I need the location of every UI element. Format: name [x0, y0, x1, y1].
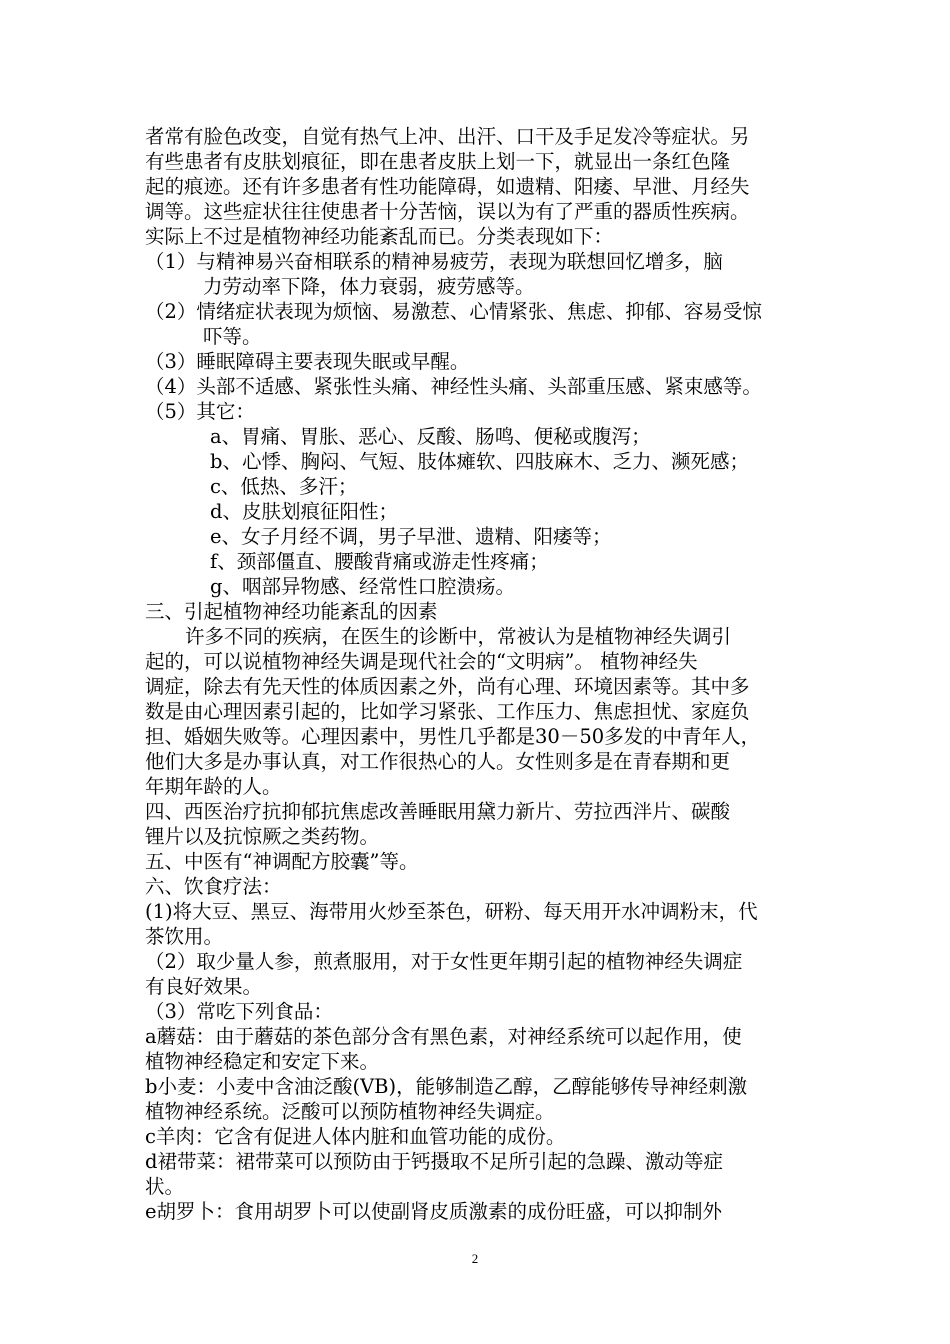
sub-item-a: a、胃痛、胃胀、恶心、反酸、肠鸣、便秘或腹泻； — [210, 425, 651, 448]
list-item-2-continued: 吓等。 — [203, 325, 262, 348]
list-item-2: （2）情绪症状表现为烦恼、易激惹、心情紧张、焦虑、抑郁、容易受惊 — [145, 300, 762, 323]
diet-item-1: (1)将大豆、黑豆、海带用火炒至茶色，研粉、每天用开水冲调粉末，代 — [145, 900, 758, 923]
body-text-line: 起的痕迹。还有许多患者有性功能障碍，如遗精、阳痿、早泄、月经失 — [145, 175, 750, 198]
sub-item-e: e、女子月经不调，男子早泄、遗精、阳痿等； — [210, 525, 612, 548]
body-text-line: 调等。这些症状往往使患者十分苦恼，误以为有了严重的器质性疾病。 — [145, 200, 750, 223]
body-text-line: 实际上不过是植物神经功能紊乱而已。分类表现如下： — [145, 225, 614, 248]
list-item-1-continued: 力劳动率下降，体力衰弱，疲劳感等。 — [203, 275, 535, 298]
body-text-line: 锂片以及抗惊厥之类药物。 — [145, 825, 380, 848]
food-item-carrot: e胡罗卜：食用胡罗卜可以使副肾皮质激素的成份旺盛，可以抑制外 — [145, 1200, 723, 1223]
body-text-line: 调症，除去有先天性的体质因素之外，尚有心理、环境因素等。其中多 — [145, 675, 750, 698]
section-heading-3: 三、引起植物神经功能紊乱的因素 — [145, 600, 438, 623]
list-item-1: （1）与精神易兴奋相联系的精神易疲劳，表现为联想回忆增多，脑 — [145, 250, 723, 273]
sub-item-d: d、皮肤划痕征阳性； — [210, 500, 398, 523]
body-text-line: 状。 — [145, 1175, 185, 1198]
diet-item-2: （2）取少量人参，煎煮服用，对于女性更年期引起的植物神经失调症 — [145, 950, 743, 973]
section-heading-4: 四、西医治疗抗抑郁抗焦虑改善睡眠用黛力新片、劳拉西泮片、碳酸 — [145, 800, 731, 823]
food-item-mushroom: a蘑菇：由于蘑菇的茶色部分含有黑色素，对神经系统可以起作用，使 — [145, 1025, 742, 1048]
list-item-5: （5）其它： — [145, 400, 255, 423]
list-item-4: （4）头部不适感、紧张性头痛、神经性头痛、头部重压感、紧束感等。 — [145, 375, 762, 398]
body-text-line: 者常有脸色改变，自觉有热气上冲、出汗、口干及手足发冷等症状。另 — [145, 125, 750, 148]
body-text-line: 起的，可以说植物神经失调是现代社会的“文明病”。 植物神经失 — [145, 650, 698, 673]
body-text-line: 茶饮用。 — [145, 925, 224, 948]
food-item-mutton: c羊肉：它含有促进人体内脏和血管功能的成份。 — [145, 1125, 566, 1148]
body-text-line: 数是由心理因素引起的，比如学习紧张、工作压力、焦虑担忧、家庭负 — [145, 700, 750, 723]
list-item-3: （3）睡眠障碍主要表现失眠或早醒。 — [145, 350, 470, 373]
sub-item-f: f、颈部僵直、腰酸背痛或游走性疼痛； — [210, 550, 549, 573]
sub-item-c: c、低热、多汗； — [210, 475, 358, 498]
sub-item-g: g、咽部异物感、经常性口腔溃疡。 — [210, 575, 515, 598]
page-number: 2 — [471, 1251, 479, 1266]
body-text-line: 许多不同的疾病，在医生的诊断中，常被认为是植物神经失调引 — [185, 625, 732, 648]
body-text-line: 有些患者有皮肤划痕征，即在患者皮肤上划一下，就显出一条红色隆 — [145, 150, 731, 173]
body-text-line: 担、婚姻失败等。心理因素中，男性几乎都是30－50多发的中青年人， — [145, 725, 761, 748]
section-heading-5: 五、中医有“神调配方胶囊”等。 — [145, 850, 419, 873]
body-text-line: 他们大多是办事认真，对工作很热心的人。女性则多是在青春期和更 — [145, 750, 731, 773]
diet-item-3: （3）常吃下列食品： — [145, 1000, 333, 1023]
sub-item-b: b、心悸、胸闷、气短、肢体瘫软、四肢麻木、乏力、濒死感； — [210, 450, 749, 473]
section-heading-6: 六、饮食疗法： — [145, 875, 282, 898]
body-text-line: 有良好效果。 — [145, 975, 263, 998]
body-text-line: 年期年龄的人。 — [145, 775, 282, 798]
body-text-line: 植物神经稳定和安定下来。 — [145, 1050, 380, 1073]
food-item-seaweed: d裙带菜：裙带菜可以预防由于钙摄取不足所引起的急躁、激动等症 — [145, 1150, 723, 1173]
food-item-wheat: b小麦：小麦中含油泛酸(VB)，能够制造乙醇，乙醇能够传导神经刺激 — [145, 1075, 748, 1098]
body-text-line: 植物神经系统。泛酸可以预防植物神经失调症。 — [145, 1100, 555, 1123]
